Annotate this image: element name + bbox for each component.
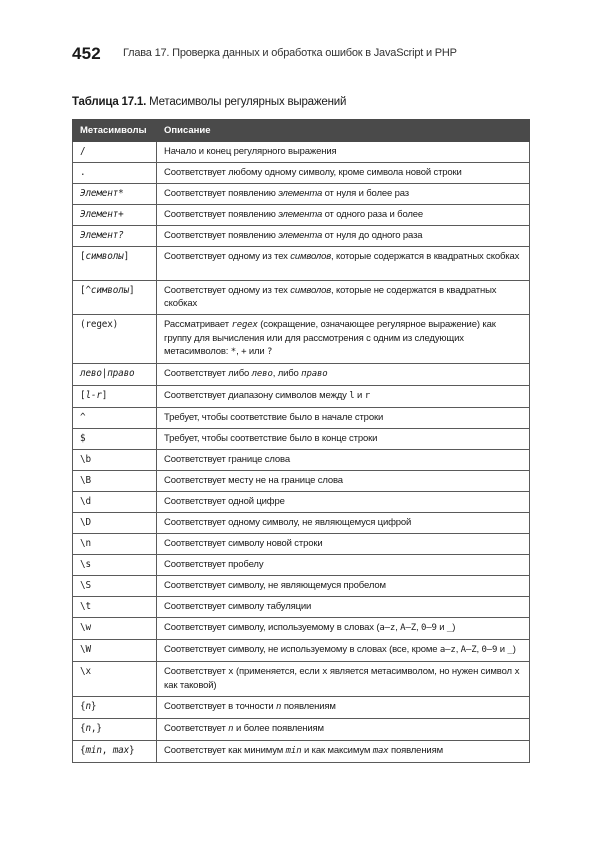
table-row	[73, 247, 530, 281]
description-code: 0–9	[420, 623, 437, 633]
description-emphasis: элемента	[278, 209, 323, 220]
symbol-text: \w	[80, 622, 91, 633]
symbol-cell	[73, 640, 157, 662]
description-cell	[157, 555, 530, 576]
symbol-text: \n	[80, 538, 91, 549]
running-title: Глава 17. Проверка данных и обработка ошибок в JavaScript и PHP	[123, 47, 457, 59]
description-cell	[157, 163, 530, 184]
description-cell	[157, 513, 530, 534]
description-cell	[157, 534, 530, 555]
description-code: x	[228, 667, 234, 677]
symbol-cell	[73, 205, 157, 226]
symbol-text: \b	[80, 454, 91, 465]
description-cell	[157, 471, 530, 492]
symbol-cell	[73, 513, 157, 534]
description-cell	[157, 226, 530, 247]
page-header	[72, 44, 560, 68]
description-cell	[157, 697, 530, 719]
table-row	[73, 364, 530, 386]
description-code: a–z	[379, 623, 396, 633]
symbol-text: Элемент?	[80, 230, 124, 241]
description-text: Соответствует одному из тех	[164, 251, 291, 262]
symbol-text: ^	[80, 412, 86, 423]
symbol-emphasis: символы	[90, 285, 130, 296]
page-number: 452	[72, 44, 101, 63]
table-row	[73, 597, 530, 618]
description-cell	[157, 247, 530, 281]
table-row	[73, 429, 530, 450]
description-text: появлениям	[388, 745, 443, 756]
symbol-emphasis: l-r	[85, 390, 102, 401]
description-code: n	[228, 724, 234, 734]
description-text: и как максимум	[301, 745, 373, 756]
symbol-text: \x	[80, 666, 91, 677]
description-code: regex	[231, 320, 258, 330]
symbol-text: {	[80, 745, 86, 756]
table-row	[73, 184, 530, 205]
description-cell	[157, 662, 530, 697]
description-text: является метасимволом, но нужен символ	[327, 666, 515, 677]
symbol-cell	[73, 741, 157, 763]
symbol-emphasis: min	[85, 745, 102, 756]
table-row	[73, 492, 530, 513]
description-text: от нуля до одного раза	[322, 230, 423, 241]
description-emphasis: символов	[290, 251, 332, 262]
symbol-emphasis: max	[112, 745, 130, 756]
description-text: Соответствует появлению	[164, 188, 279, 199]
description-text: ,	[236, 346, 242, 357]
symbol-text: (regex)	[80, 319, 119, 330]
column-header-metacharacters: Метасимволы	[73, 120, 157, 142]
symbol-cell	[73, 450, 157, 471]
symbol-cell	[73, 719, 157, 741]
description-text: ,	[476, 644, 482, 655]
symbol-cell	[73, 281, 157, 315]
description-cell	[157, 450, 530, 471]
symbol-cell	[73, 618, 157, 640]
symbol-cell	[73, 492, 157, 513]
description-cell	[157, 741, 530, 763]
description-text: Соответствует диапазону символов между	[164, 390, 350, 401]
description-text: Соответствует как минимум	[164, 745, 286, 756]
description-text: )	[452, 622, 456, 633]
description-text: Соответствует одному символу, не являющемуся цифрой	[164, 517, 412, 528]
symbol-cell	[73, 247, 157, 281]
description-text: Соответствует	[164, 666, 229, 677]
description-code: min	[285, 746, 302, 756]
description-text: Соответствует появлению	[164, 230, 279, 241]
description-text: появлениям	[281, 701, 336, 712]
description-text: Соответствует	[164, 723, 229, 734]
description-code: A–Z	[460, 645, 477, 655]
description-text: Соответствует символу, не используемому в словах (все, кроме	[164, 644, 440, 655]
description-cell	[157, 597, 530, 618]
description-text: , которые содержатся в квадратных скобках	[331, 251, 520, 262]
description-emphasis: элемента	[278, 230, 323, 241]
description-text: )	[512, 644, 516, 655]
description-cell	[157, 281, 530, 315]
description-cell	[157, 429, 530, 450]
description-text: Соответствует в точности	[164, 701, 277, 712]
symbol-cell	[73, 163, 157, 184]
description-text: ,	[455, 644, 461, 655]
symbol-cell	[73, 142, 157, 163]
table-caption	[72, 96, 346, 108]
column-header-description: Описание	[157, 120, 530, 142]
symbol-cell	[73, 315, 157, 364]
symbol-text: \B	[80, 475, 91, 486]
table-row	[73, 386, 530, 408]
table-row	[73, 281, 530, 315]
symbol-text: }	[129, 745, 135, 756]
symbol-text: {	[80, 701, 86, 712]
description-cell	[157, 408, 530, 429]
description-code: max	[372, 746, 389, 756]
table-row	[73, 534, 530, 555]
description-cell	[157, 618, 530, 640]
table-caption-label: Таблица 17.1.	[72, 96, 147, 108]
description-text: Соответствует пробелу	[164, 559, 264, 570]
symbol-text: \S	[80, 580, 91, 591]
description-text: Соответствует границе слова	[164, 454, 290, 465]
description-text: Соответствует символу, используемому в словах (	[164, 622, 380, 633]
symbol-text: ,}	[90, 723, 102, 734]
symbol-text: \d	[80, 496, 91, 507]
description-text: Рассматривает	[164, 319, 232, 330]
symbol-text: ]	[129, 285, 135, 296]
symbol-text: лево|право	[80, 368, 135, 379]
symbol-cell	[73, 408, 157, 429]
description-text: как таковой)	[164, 680, 217, 691]
symbol-text: \s	[80, 559, 91, 570]
symbol-text: [	[80, 390, 86, 401]
description-text: Начало и конец регулярного выражения	[164, 146, 337, 157]
description-cell	[157, 386, 530, 408]
table-row	[73, 697, 530, 719]
description-code: A–Z	[400, 623, 416, 633]
description-code: r	[364, 391, 370, 401]
description-emphasis: элемента	[278, 188, 323, 199]
description-text: Соответствует либо	[164, 368, 252, 379]
symbol-cell	[73, 364, 157, 386]
description-cell	[157, 205, 530, 226]
symbol-emphasis: n	[85, 701, 91, 712]
table-row	[73, 662, 530, 697]
symbol-text: \W	[80, 644, 91, 655]
description-cell	[157, 184, 530, 205]
description-text: Требует, чтобы соответствие было в конце строки	[164, 433, 378, 444]
description-text: Соответствует появлению	[164, 209, 279, 220]
description-code: лево	[251, 369, 273, 379]
description-text: ,	[415, 622, 421, 633]
symbol-text: Элемент*	[80, 188, 124, 199]
description-code: x	[322, 667, 328, 677]
symbol-text: }	[90, 701, 97, 712]
symbol-text: ]	[123, 251, 130, 262]
table-row	[73, 640, 530, 662]
description-code: _	[446, 623, 453, 633]
description-text: Соответствует одному из тех	[164, 285, 291, 296]
description-cell	[157, 576, 530, 597]
description-cell	[157, 640, 530, 662]
description-text: Требует, чтобы соответствие было в начале строки	[164, 412, 384, 423]
symbol-emphasis: символы	[85, 251, 124, 262]
table-row	[73, 576, 530, 597]
table-row	[73, 618, 530, 640]
symbol-text: /	[80, 146, 86, 157]
description-text: Соответствует одной цифре	[164, 496, 285, 507]
table-row	[73, 513, 530, 534]
table-caption-title: Метасимволы регулярных выражений	[146, 96, 347, 108]
table-row	[73, 471, 530, 492]
description-code: ?	[267, 347, 273, 357]
symbol-text: .	[80, 167, 86, 178]
symbol-cell	[73, 184, 157, 205]
description-text: Соответствует любому одному символу, кроме символа новой строки	[164, 167, 462, 178]
description-code: n	[276, 702, 282, 712]
description-text: Соответствует символу, не являющемуся пробелом	[164, 580, 386, 591]
symbol-text: [^	[80, 285, 91, 296]
symbol-text: \t	[80, 601, 91, 612]
description-text: и более появлениям	[233, 723, 324, 734]
description-emphasis: символов	[290, 285, 332, 296]
symbol-text: \D	[80, 517, 91, 528]
symbol-cell	[73, 662, 157, 697]
table-row	[73, 408, 530, 429]
symbol-text: $	[80, 433, 86, 444]
description-code: 0–9	[481, 645, 498, 655]
table-row	[73, 719, 530, 741]
description-text: и	[497, 644, 508, 655]
table-row	[73, 450, 530, 471]
symbol-text: Элемент+	[80, 209, 124, 220]
description-text: ,	[395, 622, 401, 633]
description-code: право	[301, 369, 328, 379]
symbol-cell	[73, 597, 157, 618]
table-row	[73, 226, 530, 247]
description-text: от одного раза и более	[322, 209, 424, 220]
table-row	[73, 741, 530, 763]
symbol-text: ,	[101, 745, 113, 756]
symbol-cell	[73, 534, 157, 555]
symbol-text: ]	[101, 390, 108, 401]
symbol-text: [	[80, 251, 86, 262]
symbol-cell	[73, 697, 157, 719]
table-row	[73, 142, 530, 163]
description-code: a–z	[439, 645, 456, 655]
symbol-cell	[73, 471, 157, 492]
table-row	[73, 205, 530, 226]
description-text: (применяется, если	[233, 666, 323, 677]
description-cell	[157, 719, 530, 741]
description-text: Соответствует символу новой строки	[164, 538, 323, 549]
description-code: +	[241, 347, 247, 357]
description-code: l	[349, 391, 355, 401]
description-text: , либо	[272, 368, 302, 379]
description-text: Соответствует символу табуляции	[164, 601, 312, 612]
symbol-text: {	[80, 723, 86, 734]
table-header-row	[73, 120, 530, 142]
description-text: и	[354, 390, 365, 401]
metacharacters-table	[72, 119, 530, 763]
symbol-emphasis: n	[85, 723, 91, 734]
description-cell	[157, 315, 530, 364]
description-cell	[157, 492, 530, 513]
table-row	[73, 163, 530, 184]
symbol-cell	[73, 555, 157, 576]
description-code: x	[514, 667, 520, 677]
description-text: Соответствует месту не на границе слова	[164, 475, 343, 486]
description-text: (сокращение, означающее регулярное выражение) как группу для вычисления или для рассмотрения с одним из следующих метасимволов:	[164, 319, 496, 357]
description-text: , которые не содержатся в квадратных скобках	[164, 285, 497, 309]
table-row	[73, 315, 530, 364]
symbol-cell	[73, 576, 157, 597]
description-text: от нуля и более раз	[322, 188, 409, 199]
description-code: _	[507, 645, 513, 655]
description-cell	[157, 364, 530, 386]
description-cell	[157, 142, 530, 163]
description-code: *	[230, 347, 237, 357]
description-text: или	[246, 346, 268, 357]
table-row	[73, 555, 530, 576]
symbol-cell	[73, 386, 157, 408]
symbol-cell	[73, 226, 157, 247]
description-text: и	[436, 622, 447, 633]
symbol-cell	[73, 429, 157, 450]
